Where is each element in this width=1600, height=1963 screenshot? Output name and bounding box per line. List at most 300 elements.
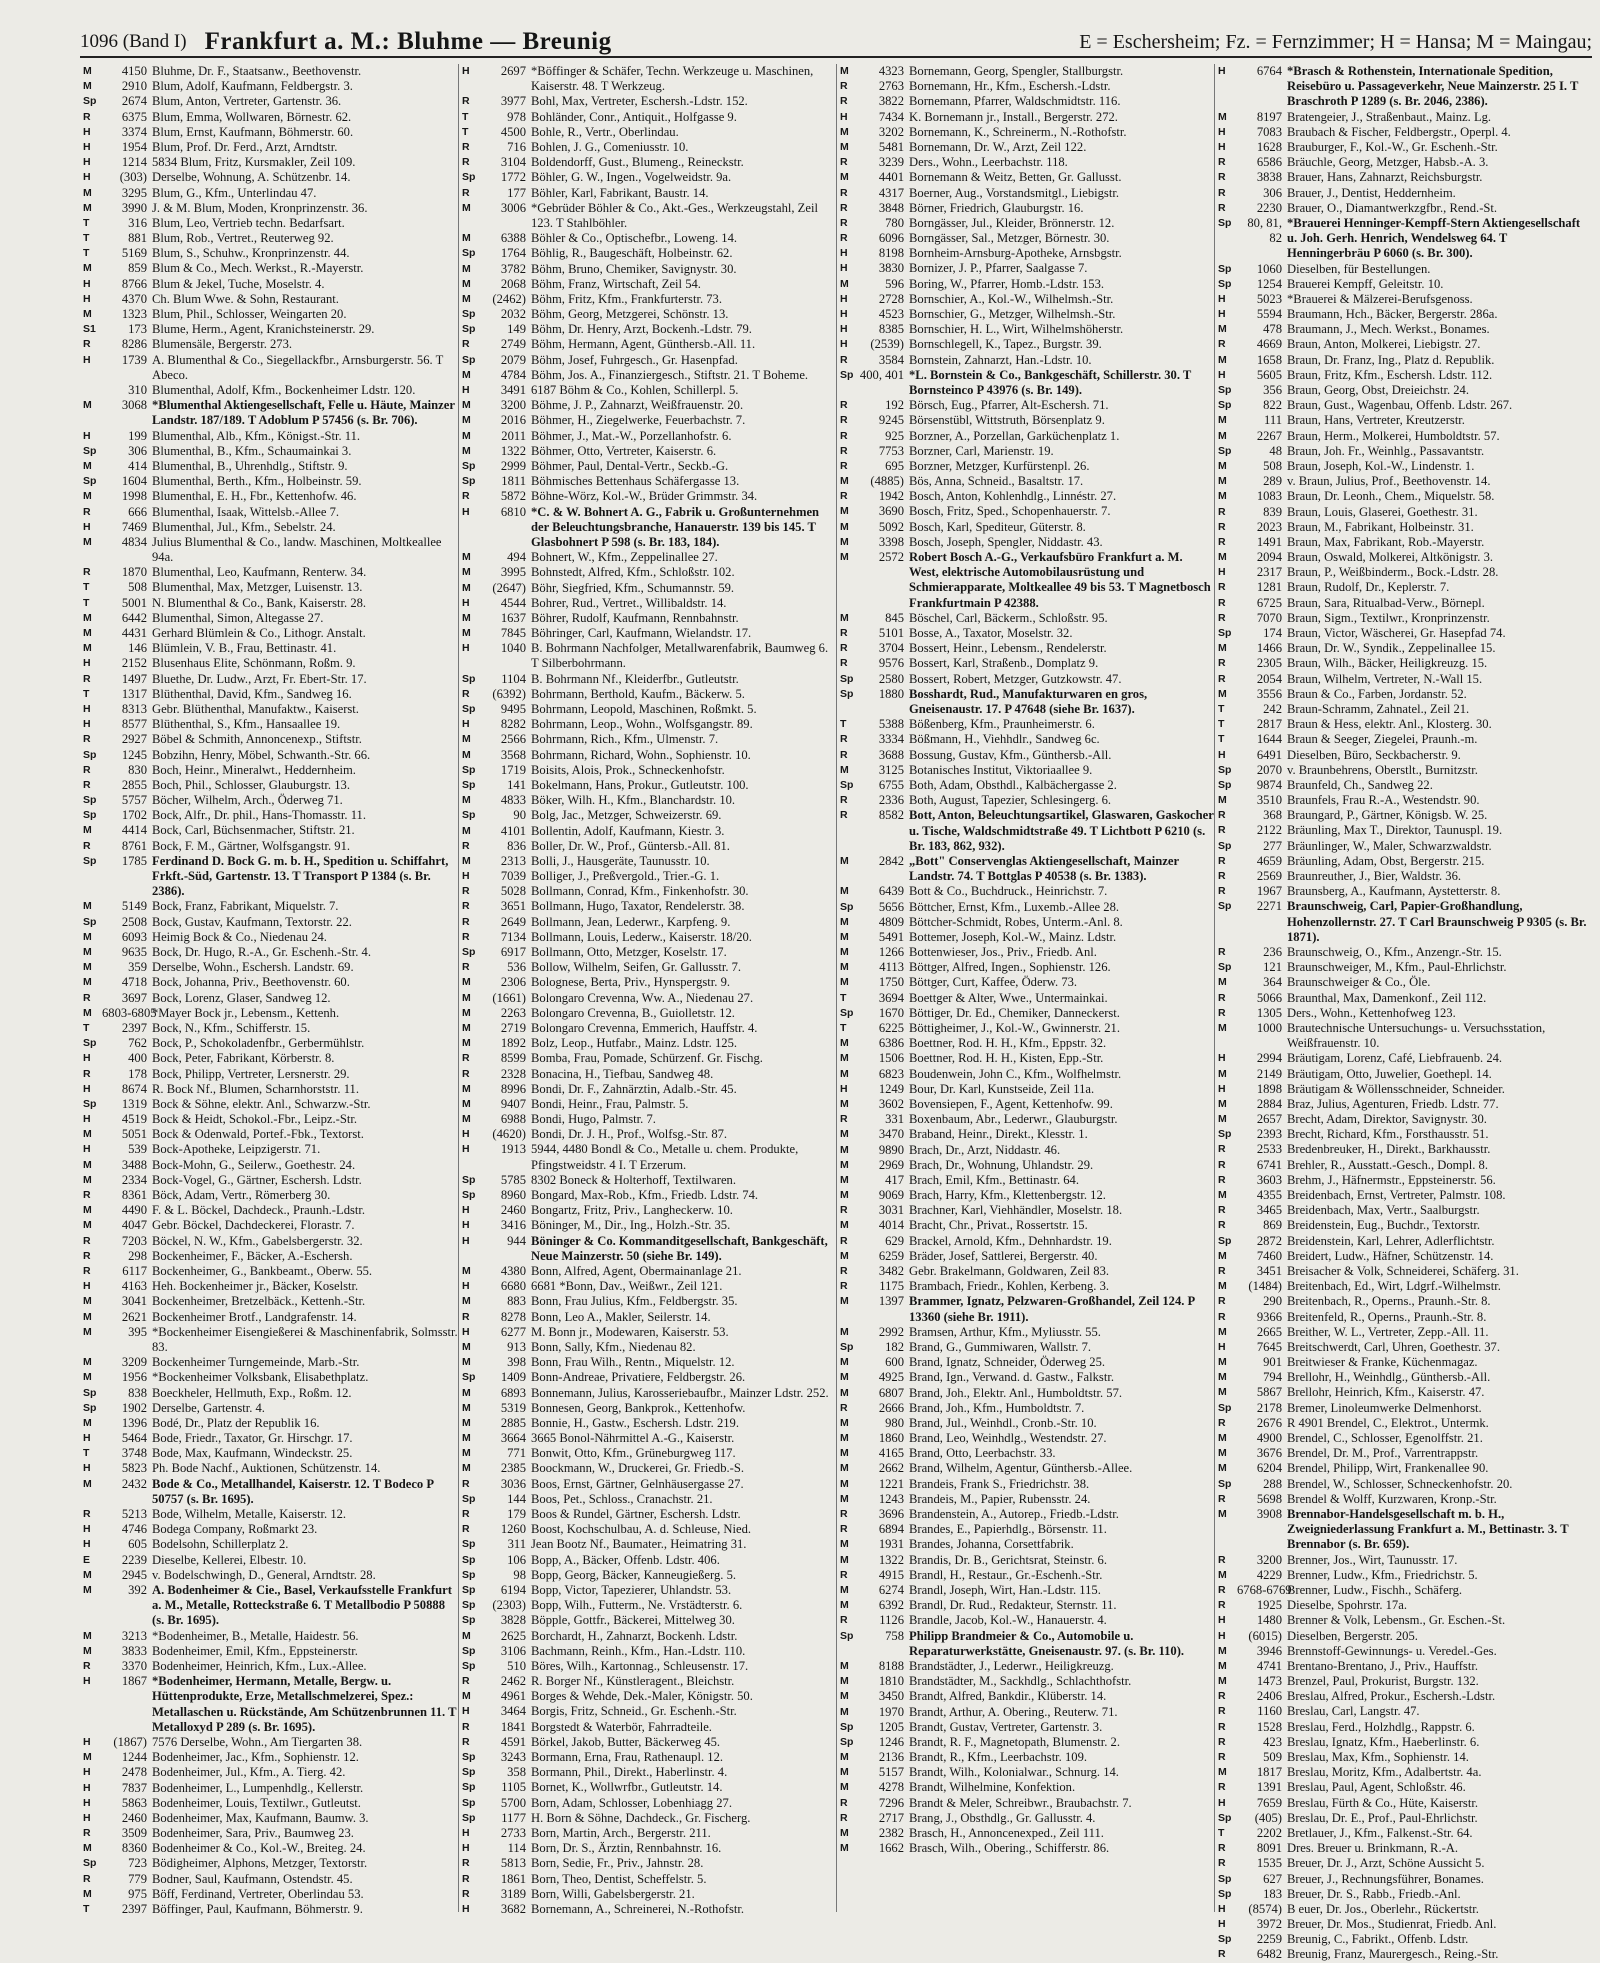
directory-entry bbox=[462, 1644, 836, 1659]
entry-text: Ferdinand D. Bock G. m. b. H., Spedition u. Schiffahrt, Frkft.-Süd, Gartenstr. 13. T Transport P 1384 (s. Br. 2386). bbox=[152, 853, 449, 899]
phone-number: 306 bbox=[1263, 185, 1282, 200]
directory-entry bbox=[1218, 1340, 1592, 1355]
entry-text: Boisits, Alois, Prok., Schneckenhofstr. bbox=[531, 762, 725, 777]
exchange-code: M bbox=[83, 611, 92, 624]
directory-entry bbox=[83, 1750, 458, 1765]
phone-number: 2079 bbox=[500, 352, 526, 367]
exchange-code: H bbox=[1218, 308, 1226, 321]
phone-number: 111 bbox=[1264, 413, 1282, 428]
entry-text: Börsch, Eug., Pfarrer, Alt-Eschersh. 71. bbox=[909, 398, 1109, 413]
phone-number: 1719 bbox=[500, 762, 526, 777]
exchange-code: Sp bbox=[1218, 1234, 1232, 1247]
phone-number: 839 bbox=[1263, 504, 1282, 519]
directory-entry bbox=[840, 1826, 1214, 1841]
directory-entry bbox=[840, 1386, 1214, 1401]
phone-number: 6093 bbox=[121, 929, 147, 944]
exchange-code: M bbox=[83, 642, 92, 655]
directory-entry bbox=[840, 1264, 1214, 1279]
exchange-code: M bbox=[462, 611, 471, 624]
exchange-code: M bbox=[462, 1340, 471, 1353]
phone-number: 5051 bbox=[121, 1127, 147, 1142]
directory-entry bbox=[1218, 717, 1592, 732]
entry-text: Brandl, Dr. Rud., Redakteur, Sternstr. 11. bbox=[909, 1598, 1117, 1613]
phone-number: 310 bbox=[128, 382, 147, 397]
phone-number: (405) bbox=[1254, 1810, 1282, 1825]
entry-text: Brandenstein, A., Autorep., Friedb.-Ldstr. bbox=[909, 1507, 1119, 1522]
directory-entry bbox=[1218, 292, 1592, 307]
entry-text: Bock, Peter, Fabrikant, Körberstr. 8. bbox=[152, 1051, 335, 1066]
directory-entry bbox=[1218, 201, 1592, 216]
entry-text: Brentano-Brentano, J., Priv., Hauffstr. bbox=[1287, 1658, 1478, 1673]
exchange-code: R bbox=[840, 748, 848, 761]
directory-entry bbox=[840, 1067, 1214, 1082]
exchange-code: Sp bbox=[840, 1629, 854, 1642]
phone-number: 4519 bbox=[121, 1112, 147, 1127]
exchange-code: Sp bbox=[462, 1538, 476, 1551]
exchange-code: M bbox=[83, 627, 92, 640]
exchange-code: Sp bbox=[83, 1037, 97, 1050]
directory-entry bbox=[462, 1097, 836, 1112]
entry-text: Brandt, Alfred, Bankdir., Klüberstr. 14. bbox=[909, 1689, 1107, 1704]
directory-entry bbox=[1218, 1234, 1592, 1249]
exchange-code: M bbox=[83, 1583, 92, 1596]
directory-entry bbox=[840, 1522, 1214, 1537]
phone-number: 3696 bbox=[878, 1507, 904, 1522]
exchange-code: R bbox=[840, 1234, 848, 1247]
exchange-code: M bbox=[1218, 1113, 1227, 1126]
exchange-code: M bbox=[83, 930, 92, 943]
directory-entry bbox=[462, 398, 836, 413]
entry-text: Böhmer, Paul, Dental-Vertr., Seckb.-G. bbox=[531, 458, 729, 473]
phone-number: 944 bbox=[507, 1233, 526, 1248]
directory-entry bbox=[462, 277, 836, 292]
directory-entry bbox=[462, 1887, 836, 1902]
phone-number: 3509 bbox=[121, 1826, 147, 1841]
exchange-code: Sp bbox=[462, 809, 476, 822]
directory-entry bbox=[83, 1841, 458, 1856]
exchange-code: M bbox=[1218, 687, 1227, 700]
entry-text: Botanisches Institut, Viktoriaallee 9. bbox=[909, 762, 1093, 777]
exchange-code: M bbox=[1218, 1675, 1227, 1688]
phone-number: 869 bbox=[1263, 1218, 1282, 1233]
entry-text: Bachmann, Reinh., Kfm., Han.-Ldstr. 110. bbox=[531, 1643, 746, 1658]
directory-entry bbox=[462, 596, 836, 611]
entry-text: Bondi, Dr. F., Zahnärztin, Adalb.-Str. 45. bbox=[531, 1081, 737, 1096]
phone-number: 1244 bbox=[121, 1750, 147, 1765]
directory-entry bbox=[1218, 353, 1592, 368]
directory-entry bbox=[83, 656, 458, 671]
exchange-code: Sp bbox=[83, 809, 97, 822]
phone-number: 4490 bbox=[121, 1203, 147, 1218]
entry-text: Bräunlinger, W., Maler, Schwarzwaldstr. bbox=[1287, 838, 1492, 853]
exchange-code: M bbox=[840, 1827, 849, 1840]
phone-number: 1126 bbox=[879, 1613, 904, 1628]
phone-number: 2432 bbox=[121, 1476, 147, 1491]
directory-entry bbox=[840, 170, 1214, 185]
entry-text: Brand, Leo, Weinhdlg., Westendstr. 27. bbox=[909, 1431, 1107, 1446]
exchange-code: R bbox=[840, 399, 848, 412]
exchange-code: R bbox=[83, 778, 91, 791]
phone-number: 2397 bbox=[121, 1020, 147, 1035]
entry-text: Brand, Otto, Leerbachstr. 33. bbox=[909, 1446, 1056, 1461]
phone-number: 178 bbox=[128, 1066, 147, 1081]
entry-text: R 4901 Brendel, C., Elektrot., Untermk. bbox=[1287, 1415, 1489, 1430]
entry-text: Brand, Ign., Verwand. d. Gastw., Falkstr. bbox=[909, 1370, 1114, 1385]
phone-number: 4163 bbox=[121, 1279, 147, 1294]
phone-number: 3908 bbox=[1256, 1506, 1282, 1521]
directory-entry bbox=[462, 1492, 836, 1507]
phone-number: 4380 bbox=[500, 1264, 526, 1279]
directory-entry bbox=[840, 520, 1214, 535]
entry-text: Bodenheimer & Co., Kol.-W., Breiteg. 24. bbox=[152, 1841, 366, 1856]
entry-text: Borgis, Fritz, Schneid., Gr. Eschenh.-Str. bbox=[531, 1704, 737, 1719]
phone-number: 5656 bbox=[878, 899, 904, 914]
directory-entry bbox=[1218, 1583, 1592, 1598]
entry-text: N. Blumenthal & Co., Bank, Kaiserstr. 28. bbox=[152, 595, 367, 610]
exchange-code: Sp bbox=[1218, 1128, 1232, 1141]
exchange-code: R bbox=[1218, 611, 1226, 624]
exchange-code: R bbox=[840, 186, 848, 199]
exchange-code: R bbox=[83, 763, 91, 776]
column-2 bbox=[458, 64, 836, 1916]
exchange-code: M bbox=[462, 748, 471, 761]
entry-text: Braun, Sara, Ritualbad-Verw., Börnepl. bbox=[1287, 595, 1485, 610]
phone-number: 8286 bbox=[121, 337, 147, 352]
exchange-code: M bbox=[462, 429, 471, 442]
entry-text: Brandt, R., Kfm., Leerbachstr. 109. bbox=[909, 1750, 1088, 1765]
phone-number: 2023 bbox=[1256, 519, 1282, 534]
directory-entry bbox=[462, 1218, 836, 1233]
entry-text: Brellohr, Heinrich, Kfm., Kaiserstr. 47. bbox=[1287, 1385, 1485, 1400]
exchange-code: R bbox=[1218, 1720, 1226, 1733]
phone-number: 8674 bbox=[121, 1081, 147, 1096]
directory-entry bbox=[83, 307, 458, 322]
directory-entry bbox=[462, 626, 836, 641]
exchange-code: H bbox=[462, 1280, 470, 1293]
directory-entry bbox=[840, 1036, 1214, 1051]
directory-entry bbox=[1218, 429, 1592, 444]
entry-text: Borzner, A., Porzellan, Garküchenplatz 1. bbox=[909, 428, 1120, 443]
phone-number: 5491 bbox=[878, 929, 904, 944]
entry-text: Boettner, Rod. H. H., Kfm., Eppstr. 32. bbox=[909, 1036, 1107, 1051]
exchange-code: M bbox=[840, 1659, 849, 1672]
entry-text: Breslau, Carl, Langstr. 47. bbox=[1287, 1704, 1420, 1719]
entry-text: Bormann, Erna, Frau, Rathenaupl. 12. bbox=[531, 1750, 724, 1765]
entry-text: Böhler, G. W., Ingen., Vogelweidstr. 9a. bbox=[531, 170, 732, 185]
phone-number: 1243 bbox=[878, 1491, 904, 1506]
exchange-code: M bbox=[840, 505, 849, 518]
directory-entry bbox=[83, 1006, 458, 1021]
phone-number: 1491 bbox=[1256, 534, 1282, 549]
exchange-code: H bbox=[462, 1902, 470, 1915]
entry-text: Böhmisches Bettenhaus Schäfergasse 13. bbox=[531, 474, 740, 489]
phone-number: 779 bbox=[128, 1871, 147, 1886]
directory-entry bbox=[840, 1082, 1214, 1097]
exchange-code: R bbox=[1218, 1781, 1226, 1794]
phone-number: 6894 bbox=[878, 1522, 904, 1537]
phone-number: 3398 bbox=[878, 534, 904, 549]
entry-text: Boos & Rundel, Gärtner, Eschersh. Ldstr. bbox=[531, 1507, 741, 1522]
entry-text: Bonnesen, Georg, Bankprok., Kettenhofw. bbox=[531, 1400, 746, 1415]
entry-text: Blumenthal, E. H., Fbr., Kettenhofw. 46. bbox=[152, 489, 357, 504]
exchange-code: M bbox=[83, 1887, 92, 1900]
exchange-code: H bbox=[462, 1128, 470, 1141]
phone-number: 4370 bbox=[121, 291, 147, 306]
entry-text: Brenner, Ludw., Fischh., Schäferg. bbox=[1287, 1582, 1463, 1597]
entry-text: Böhm, Jos. A., Finanziergesch., Stiftstr. 21. T Boheme. bbox=[531, 367, 809, 382]
exchange-code: M bbox=[1218, 1659, 1227, 1672]
exchange-code: M bbox=[840, 1538, 849, 1551]
phone-number: 629 bbox=[885, 1233, 904, 1248]
exchange-code: Sp bbox=[83, 854, 97, 867]
entry-text: Bondi, Heinr., Frau, Palmstr. 5. bbox=[531, 1096, 689, 1111]
exchange-code: R bbox=[83, 1234, 91, 1247]
phone-number: 4900 bbox=[1256, 1431, 1282, 1446]
phone-number: 2460 bbox=[500, 1203, 526, 1218]
phone-number: 3295 bbox=[121, 185, 147, 200]
directory-entry bbox=[83, 839, 458, 854]
exchange-code: H bbox=[840, 262, 848, 275]
directory-entry bbox=[83, 1325, 458, 1355]
phone-number: 5481 bbox=[878, 139, 904, 154]
entry-text: Bock-Vogel, G., Gärtner, Eschersh. Ldstr. bbox=[152, 1172, 362, 1187]
directory-entry bbox=[462, 611, 836, 626]
phone-number: 1764 bbox=[500, 246, 526, 261]
phone-number: 289 bbox=[1263, 474, 1282, 489]
directory-entry bbox=[840, 1750, 1214, 1765]
directory-entry bbox=[462, 960, 836, 975]
entry-text: Bock & Heidt, Schokol.-Fbr., Leipz.-Str. bbox=[152, 1112, 357, 1127]
entry-text: Bodé, Dr., Platz der Republik 16. bbox=[152, 1415, 320, 1430]
exchange-code: R bbox=[1218, 1705, 1226, 1718]
phone-number: 1281 bbox=[1256, 580, 1282, 595]
phone-number: 1249 bbox=[878, 1081, 904, 1096]
directory-entry bbox=[83, 1294, 458, 1309]
entry-text: Böhr, Siegfried, Kfm., Schumannstr. 59. bbox=[531, 580, 735, 595]
entry-text: Borchardt, H., Zahnarzt, Bockenh. Ldstr. bbox=[531, 1628, 738, 1643]
entry-text: Blum, Ernst, Kaufmann, Böhmerstr. 60. bbox=[152, 124, 354, 139]
phone-number: 8198 bbox=[878, 246, 904, 261]
phone-number: 2016 bbox=[500, 413, 526, 428]
directory-entry bbox=[840, 1112, 1214, 1127]
phone-number: 7039 bbox=[500, 869, 526, 884]
phone-number: 2152 bbox=[121, 656, 147, 671]
directory-entry bbox=[840, 793, 1214, 808]
entry-text: Braunschweig, Carl, Papier-Großhandlung, Hohenzollernstr. 27. T Carl Braunschweig P 9305 (s. Br. 1871). bbox=[1287, 899, 1587, 944]
directory-entry bbox=[83, 580, 458, 595]
phone-number: 478 bbox=[1263, 322, 1282, 337]
entry-text: Braun, Wilhelm, Vertreter, N.-Wall 15. bbox=[1287, 671, 1483, 686]
entry-text: 3665 Bonol-Nährmittel A.-G., Kaiserstr. bbox=[531, 1431, 735, 1446]
phone-number: 395 bbox=[128, 1324, 147, 1339]
directory-entry bbox=[83, 1887, 458, 1902]
phone-number: 2336 bbox=[878, 793, 904, 808]
directory-entry bbox=[840, 626, 1214, 641]
exchange-code: M bbox=[840, 1386, 849, 1399]
directory-entry bbox=[83, 94, 458, 109]
phone-number: 6586 bbox=[1256, 155, 1282, 170]
directory-entry bbox=[83, 823, 458, 838]
exchange-code: Sp bbox=[83, 748, 97, 761]
directory-entry bbox=[83, 1370, 458, 1385]
exchange-code: R bbox=[1218, 1158, 1226, 1171]
phone-number: 242 bbox=[1263, 701, 1282, 716]
phone-number: 1860 bbox=[878, 1431, 904, 1446]
exchange-code: R bbox=[1218, 596, 1226, 609]
exchange-code: Sp bbox=[840, 900, 854, 913]
directory-entry bbox=[1218, 1689, 1592, 1704]
exchange-code: R bbox=[462, 1675, 470, 1688]
directory-entry bbox=[462, 641, 836, 671]
phone-number: 845 bbox=[885, 610, 904, 625]
phone-number: 1466 bbox=[1256, 641, 1282, 656]
directory-entry bbox=[840, 1446, 1214, 1461]
exchange-code: Sp bbox=[462, 1371, 476, 1384]
exchange-code: Sp bbox=[840, 368, 854, 381]
phone-number: (2462) bbox=[492, 291, 526, 306]
phone-number: 3125 bbox=[878, 762, 904, 777]
entry-text: Bour, Dr. Karl, Kunstseide, Zeil 11a. bbox=[909, 1081, 1095, 1096]
phone-number: 1083 bbox=[1256, 489, 1282, 504]
entry-text: Blumensäle, Bergerstr. 273. bbox=[152, 337, 293, 352]
entry-text: Breslau, Alfred, Prokur., Eschersh.-Ldstr. bbox=[1287, 1689, 1496, 1704]
phone-number: 1785 bbox=[121, 853, 147, 868]
exchange-code: Sp bbox=[462, 703, 476, 716]
phone-number: 392 bbox=[128, 1582, 147, 1597]
directory-entry bbox=[1218, 596, 1592, 611]
directory-entry bbox=[1218, 1704, 1592, 1719]
directory-entry bbox=[462, 702, 836, 717]
phone-number: 3748 bbox=[121, 1446, 147, 1461]
phone-number: 6274 bbox=[878, 1582, 904, 1597]
phone-number: 627 bbox=[1263, 1871, 1282, 1886]
exchange-code: Sp bbox=[83, 915, 97, 928]
phone-number: 3946 bbox=[1256, 1643, 1282, 1658]
directory-entry bbox=[83, 1446, 458, 1461]
exchange-code: R bbox=[462, 95, 470, 108]
exchange-code: R bbox=[840, 490, 848, 503]
directory-entry bbox=[1218, 732, 1592, 747]
directory-entry bbox=[462, 717, 836, 732]
exchange-code: H bbox=[462, 1143, 470, 1156]
entry-text: Blum, Leo, Vertrieb techn. Bedarfsart. bbox=[152, 215, 345, 230]
phone-number: 980 bbox=[885, 1415, 904, 1430]
entry-text: Bollmann, Jean, Lederwr., Karpfeng. 9. bbox=[531, 914, 731, 929]
phone-number: 2178 bbox=[1256, 1400, 1282, 1415]
exchange-code: H bbox=[462, 642, 470, 655]
phone-number: 838 bbox=[128, 1385, 147, 1400]
entry-text: Bredenbreuker, H., Direkt., Barkhausstr. bbox=[1287, 1142, 1491, 1157]
phone-number: 7070 bbox=[1256, 610, 1282, 625]
directory-entry bbox=[840, 687, 1214, 717]
entry-text: Bohrmann, Rich., Kfm., Ulmenstr. 7. bbox=[531, 732, 719, 747]
entry-text: Brand, Joh., Kfm., Humboldtstr. 7. bbox=[909, 1400, 1085, 1415]
phone-number: 2994 bbox=[1256, 1051, 1282, 1066]
phone-number: 4784 bbox=[500, 367, 526, 382]
entry-text: Bodenheimer, Louis, Textilwr., Gutleutst. bbox=[152, 1795, 361, 1810]
exchange-code: M bbox=[462, 627, 471, 640]
directory-entry bbox=[83, 444, 458, 459]
directory-entry bbox=[83, 1386, 458, 1401]
phone-number: (6015) bbox=[1248, 1628, 1282, 1643]
entry-text: B. Bohrmann Nachfolger, Metallwarenfabrik, Baumweg 6. T Silberbohrmann. bbox=[531, 641, 829, 671]
directory-entry bbox=[1218, 1811, 1592, 1826]
directory-entry bbox=[1218, 702, 1592, 717]
exchange-code: Sp bbox=[83, 95, 97, 108]
exchange-code: H bbox=[83, 1113, 91, 1126]
phone-number: 4925 bbox=[878, 1370, 904, 1385]
exchange-code: R bbox=[840, 1811, 848, 1824]
entry-text: Bock, N., Kfm., Schifferstr. 15. bbox=[152, 1020, 311, 1035]
directory-entry bbox=[1218, 535, 1592, 550]
phone-number: 2728 bbox=[878, 291, 904, 306]
entry-text: 7576 Derselbe, Wohn., Am Tiergarten 38. bbox=[152, 1734, 363, 1749]
entry-text: Brammer, Ignatz, Pelzwaren-Großhandel, Zeil 124. P 13360 (siehe Br. 1911). bbox=[909, 1294, 1195, 1324]
entry-text: Derselbe, Wohn., Eschersh. Landstr. 69. bbox=[152, 960, 354, 975]
exchange-code: H bbox=[1218, 125, 1226, 138]
entry-text: Bode & Co., Metallhandel, Kaiserstr. 12. T Bodeco P 50757 (s. Br. 1695). bbox=[152, 1476, 434, 1506]
entry-text: Böff, Ferdinand, Vertreter, Oberlindau 53. bbox=[152, 1886, 364, 1901]
entry-text: Bonn, Frau Wilh., Rentn., Miquelstr. 12. bbox=[531, 1355, 735, 1370]
entry-text: Brachner, Karl, Viehhändler, Moselstr. 18. bbox=[909, 1203, 1123, 1218]
entry-text: Bramsen, Arthur, Kfm., Myliusstr. 55. bbox=[909, 1324, 1101, 1339]
entry-text: Borzner, Carl, Marienstr. 19. bbox=[909, 443, 1054, 458]
directory-entry bbox=[83, 1188, 458, 1203]
directory-entry bbox=[462, 1856, 836, 1871]
phone-number: 1967 bbox=[1256, 884, 1282, 899]
phone-number: 2884 bbox=[1256, 1096, 1282, 1111]
exchange-code: H bbox=[1218, 292, 1226, 305]
phone-number: 6204 bbox=[1256, 1461, 1282, 1476]
directory-entry bbox=[83, 1781, 458, 1796]
exchange-code: Sp bbox=[1218, 763, 1232, 776]
phone-number: 1954 bbox=[121, 139, 147, 154]
directory-entry bbox=[462, 1629, 836, 1644]
directory-entry bbox=[462, 808, 836, 823]
exchange-code: M bbox=[1218, 1356, 1227, 1369]
phone-number: 5028 bbox=[500, 884, 526, 899]
directory-entry bbox=[840, 1370, 1214, 1385]
phone-number: 2313 bbox=[500, 853, 526, 868]
directory-entry bbox=[840, 1537, 1214, 1552]
phone-number: 3243 bbox=[500, 1750, 526, 1765]
directory-entry bbox=[1218, 1735, 1592, 1750]
phone-number: 3334 bbox=[878, 732, 904, 747]
phone-number: 3782 bbox=[500, 261, 526, 276]
directory-entry bbox=[462, 155, 836, 170]
directory-entry bbox=[462, 1583, 836, 1598]
exchange-code: R bbox=[840, 1401, 848, 1414]
directory-entry bbox=[1218, 580, 1592, 595]
entry-text: Brasch, H., Annoncenexped., Zeil 111. bbox=[909, 1826, 1104, 1841]
directory-entry bbox=[1218, 444, 1592, 459]
entry-text: Bohrmann, Berthold, Kaufm., Bäckerw. 5. bbox=[531, 686, 745, 701]
directory-entry bbox=[462, 1461, 836, 1476]
entry-text: Bossert, Robert, Metzger, Gutzkowstr. 47. bbox=[909, 671, 1122, 686]
directory-entry bbox=[83, 717, 458, 732]
directory-entry bbox=[83, 1401, 458, 1416]
phone-number: 3213 bbox=[121, 1628, 147, 1643]
phone-number: 1902 bbox=[121, 1400, 147, 1415]
phone-number: 2136 bbox=[878, 1750, 904, 1765]
exchange-code: H bbox=[83, 1523, 91, 1536]
directory-entry bbox=[83, 1674, 458, 1735]
entry-text: Bock, Carl, Büchsenmacher, Stiftstr. 21. bbox=[152, 823, 355, 838]
phone-number: 695 bbox=[885, 458, 904, 473]
phone-number: 3651 bbox=[500, 899, 526, 914]
exchange-code: H bbox=[1218, 1082, 1226, 1095]
phone-number: 2070 bbox=[1256, 762, 1282, 777]
